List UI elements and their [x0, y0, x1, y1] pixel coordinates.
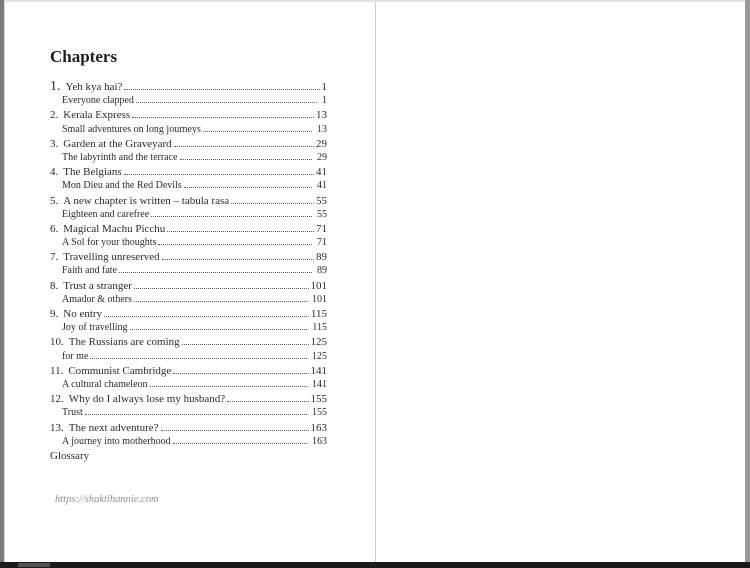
page-number: 163 [312, 435, 327, 447]
dotted-leader [150, 385, 307, 387]
dotted-leader [173, 372, 308, 374]
toc-entry[interactable]: 8. Trust a stranger 101 [50, 279, 327, 292]
dotted-leader [162, 258, 314, 260]
toc-entry[interactable]: 4. The Belgians 41 [50, 166, 327, 179]
page-number: 101 [312, 293, 327, 305]
dotted-leader [158, 243, 312, 245]
toc-entry[interactable]: 7. Travelling unreserved 89 [50, 251, 327, 264]
bottom-scrollbar-thumb[interactable] [18, 563, 50, 567]
dotted-leader [184, 186, 312, 188]
page-number: 141 [310, 364, 327, 377]
dotted-leader [231, 202, 314, 204]
toc-entry[interactable]: 1. Yeh kya hai? 1 [50, 79, 327, 94]
chapters-heading: Chapters [50, 47, 118, 66]
page-number: 101 [310, 279, 327, 292]
page-number: 13 [317, 123, 327, 135]
toc-entry[interactable]: 3. Garden at the Graveyard 29 [50, 137, 327, 150]
dotted-leader [161, 429, 309, 431]
page-left[interactable] [5, 2, 375, 562]
page-number: 55 [316, 194, 327, 207]
dotted-leader [134, 287, 309, 289]
toc-entry[interactable]: 12. Why do I always lose my husband? 155 [50, 393, 327, 406]
page-number: 141 [312, 378, 327, 390]
dotted-leader [180, 158, 313, 160]
dotted-leader [182, 343, 309, 345]
page-number: 155 [312, 407, 327, 419]
bottom-scrollbar-track[interactable] [0, 562, 750, 568]
dotted-leader [151, 215, 312, 217]
dotted-leader [124, 88, 319, 90]
right-scrollbar[interactable] [745, 0, 750, 562]
page-number: 55 [317, 208, 327, 220]
dotted-leader [174, 145, 314, 147]
toc-entry[interactable]: 9. No entry 115 [50, 308, 327, 320]
footer-url: https://shaktihannie.com [55, 494, 159, 505]
page-number: 125 [310, 336, 327, 349]
page-number: 29 [316, 137, 327, 150]
dotted-leader [227, 400, 308, 402]
dotted-leader [130, 328, 308, 330]
toc-subentry[interactable]: Mon Dieu and the Red Devils 41 [50, 179, 327, 193]
toc-subentry[interactable]: Eighteen and carefree 55 [50, 208, 327, 222]
dotted-leader [173, 442, 307, 444]
page-number: 1 [322, 95, 327, 107]
page-number: 155 [310, 393, 327, 406]
toc-entry[interactable]: 5. A new chapter is written – tabula rasa 55 [50, 194, 327, 207]
dotted-leader [203, 130, 312, 132]
page-number: 41 [316, 166, 327, 179]
toc-subentry[interactable]: A Sol for your thoughts 71 [50, 236, 327, 250]
toc-subentry[interactable]: The labyrinth and the terrace 29 [50, 151, 327, 165]
toc-subentry[interactable]: Faith and fate 89 [50, 264, 327, 278]
dotted-leader [134, 300, 307, 302]
toc-entry[interactable]: 10. The Russians are coming 125 [50, 336, 327, 349]
page-number: 89 [316, 251, 327, 264]
page-number: 163 [310, 421, 327, 434]
toc-glossary[interactable]: Glossary [50, 449, 90, 462]
page-number: 115 [312, 322, 327, 334]
toc-subentry[interactable]: A journey into motherhood 163 [50, 435, 327, 449]
toc-subentry[interactable]: for me 125 [50, 350, 327, 364]
table-of-contents [50, 80, 327, 463]
dotted-leader [132, 116, 314, 118]
page-number: 89 [317, 265, 327, 277]
toc-entry[interactable]: 6. Magical Machu Picchu 71 [50, 222, 327, 235]
toc-subentry[interactable]: Everyone clapped 1 [50, 94, 327, 108]
toc-entry[interactable]: 13. The next adventure? 163 [50, 421, 327, 434]
page-number: 71 [317, 237, 327, 249]
page-number: 29 [317, 151, 327, 163]
toc-subentry[interactable]: Amador & others 101 [50, 293, 327, 307]
dotted-leader [119, 271, 312, 273]
toc-subentry[interactable]: Trust 155 [50, 406, 327, 420]
toc-content [50, 47, 327, 463]
page-number: 115 [310, 308, 327, 320]
toc-entry[interactable]: 2. Kerala Express 13 [50, 109, 327, 122]
dotted-leader [85, 413, 307, 415]
toc-subentry[interactable]: Small adventures on long journeys 13 [50, 123, 327, 137]
toc-subentry[interactable]: Joy of travelling 115 [50, 321, 327, 335]
dotted-leader [90, 357, 307, 359]
left-window-edge [0, 0, 5, 562]
page-number: 125 [312, 350, 327, 362]
page-number: 71 [316, 222, 327, 235]
page-number: 1 [321, 81, 327, 93]
page-number: 13 [316, 109, 327, 122]
toc-entry[interactable]: 11. Communist Cambridge 141 [50, 364, 327, 377]
dotted-leader [167, 230, 314, 232]
dotted-leader [124, 173, 314, 175]
top-border [0, 0, 750, 2]
page-right[interactable] [376, 2, 745, 562]
dotted-leader [104, 315, 309, 317]
page-number: 41 [317, 180, 327, 192]
toc-subentry[interactable]: A cultural chameleon 141 [50, 378, 327, 392]
dotted-leader [136, 101, 317, 103]
